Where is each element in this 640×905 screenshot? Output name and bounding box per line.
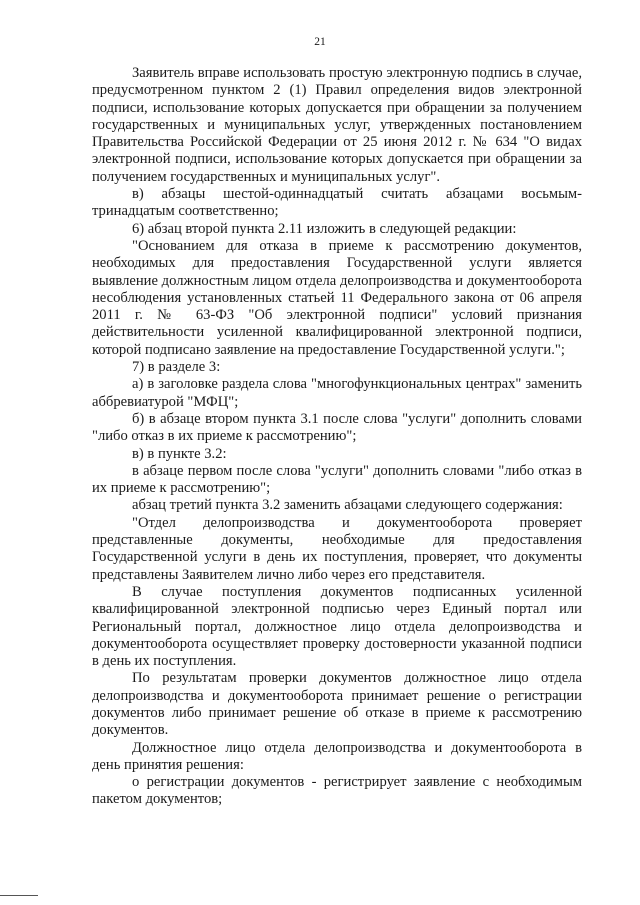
paragraph-simple-signature: Заявитель вправе использовать простую электронную подпись в случае, предусмотренном пунктом 2 (1) Правил определения видов электронной подписи, использование которых допускается при обращении за получением государственных и муниципальных услуг, утвержденных постановлением Правительства Российской Федерации от 25 июня 2012 г. № 634 "О видах электронной подписи, использование которых допускается при обращении за получением государственных и муниципальных услуг". [92, 65, 582, 185]
paragraph-item-b: б) в абзаце втором пункта 3.1 после слова "услуги" дополнить словами "либо отказ в их приеме к рассмотрению"; [92, 410, 582, 445]
paragraph-check-results: По результатам проверки документов должностное лицо отдела делопроизводства и документооборота принимает решение о регистрации документов либо принимает решение об отказе в приеме к рассмотрению документов. [92, 670, 582, 739]
paragraph-registration: о регистрации документов - регистрирует заявление с необходимым пакетом документов; [92, 774, 582, 808]
document-body [92, 65, 582, 809]
paragraph-signature-check: В случае поступления документов подписанных усиленной квалифицированной электронной подписью через Единый портал или Региональный портал, должностное лицо отдела делопроизводства и документооборота осуществляет проверку достоверности указанной подписи в день их поступления. [92, 583, 582, 670]
paragraph-third-abzac: абзац третий пункта 3.2 заменить абзацами следующего содержания: [132, 497, 563, 514]
paragraph-item-v-3-2: в) в пункте 3.2: [132, 445, 227, 462]
paragraph-decision-day: Должностное лицо отдела делопроизводства и документооборота в день принятия решения: [92, 739, 582, 773]
page-number: 21 [314, 36, 326, 48]
paragraph-first-abzac: в абзаце первом после слова "услуги" дополнить словами "либо отказ в их приеме к рассмотрению"; [92, 462, 582, 497]
paragraph-refusal-grounds: "Основанием для отказа в приеме к рассмотрению документов, необходимых для предоставления Государственной услуги является выявление должностным лицом отдела делопроизводства и документооборота несоблюдения установленных статьей 11 Федерального закона от 06 апреля 2011 г. № 63-ФЗ "Об электронной подписи" условий признания действительности усиленной квалифицированной электронной подписи, которой подписано заявление на предоставление Государственной услуги."; [92, 237, 582, 358]
paragraph-item-a-mfc: а) в заголовке раздела слова "многофункциональных центрах" заменить аббревиатурой "МФЦ"; [92, 376, 582, 410]
scan-edge-mark [0, 895, 38, 896]
paragraph-department-check: "Отдел делопроизводства и документооборота проверяет представленные документы, необходимые для предоставления Государственной услуги в день их поступления, проверяет, что документы представлены Заявителем лично либо через его представителя. [92, 514, 582, 583]
paragraph-item-6: 6) абзац второй пункта 2.11 изложить в следующей редакции: [132, 220, 517, 237]
paragraph-item-v-renumber: в) абзацы шестой-одиннадцатый считать абзацами восьмым-тринадцатым соответственно; [92, 186, 582, 220]
paragraph-item-7: 7) в разделе 3: [132, 359, 221, 376]
